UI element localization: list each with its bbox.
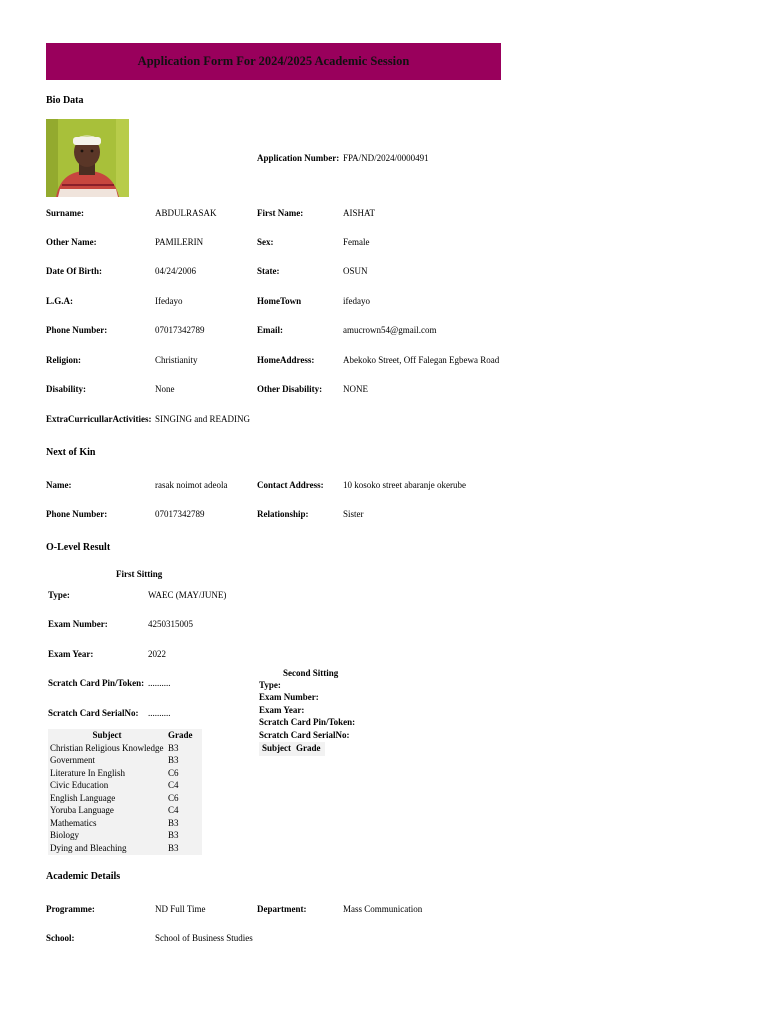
kin-phone-value: 07017342789 [155, 509, 205, 519]
first-type-label: Type: [48, 590, 70, 600]
lga-value: Ifedayo [155, 296, 183, 306]
religion-label: Religion: [46, 355, 81, 365]
application-number-value: FPA/ND/2024/0000491 [343, 153, 429, 163]
section-olevel-result: O-Level Result [46, 542, 111, 553]
form-title: Application Form For 2024/2025 Academic Session [137, 54, 410, 68]
kin-relationship-label: Relationship: [257, 509, 309, 519]
result-subject: Christian Religious Knowledge [50, 742, 164, 753]
result-grade: C6 [168, 792, 179, 803]
first-exam-number-label: Exam Number: [48, 619, 108, 629]
first-pin-label: Scratch Card Pin/Token: [48, 678, 145, 688]
section-academic-details: Academic Details [46, 871, 121, 882]
phone-label: Phone Number: [46, 325, 108, 335]
result-subject: Literature In English [50, 767, 125, 778]
programme-label: Programme: [46, 904, 95, 914]
applicant-portrait-image [46, 119, 129, 197]
state-label: State: [257, 266, 280, 276]
kin-contact-address-value: 10 kosoko street abaranje okerube [343, 480, 466, 490]
kin-phone-label: Phone Number: [46, 509, 108, 519]
first-exam-number-value: 4250315005 [148, 619, 193, 629]
result-grade: C4 [168, 805, 179, 816]
first-type-value: WAEC (MAY/JUNE) [148, 590, 227, 600]
other-name-label: Other Name: [46, 237, 97, 247]
programme-value: ND Full Time [155, 904, 206, 914]
second-pin-label: Scratch Card Pin/Token: [259, 717, 356, 727]
sex-label: Sex: [257, 237, 274, 247]
second-type-label: Type: [259, 680, 281, 690]
grade-column-header: Grade [168, 730, 193, 741]
second-sitting-title: Second Sitting [283, 668, 339, 678]
hometown-label: HomeTown [257, 296, 302, 306]
first-serial-value: .......... [148, 708, 171, 718]
result-grade: C6 [168, 767, 179, 778]
result-grade: B3 [168, 842, 179, 853]
first-results-table [48, 729, 200, 854]
result-row [48, 804, 200, 817]
result-row [48, 754, 200, 767]
kin-contact-address-label: Contact Address: [257, 480, 324, 490]
subject-column-header: Subject [92, 730, 122, 741]
result-row [48, 742, 200, 755]
result-grade: B3 [168, 817, 179, 828]
result-subject: Mathematics [50, 817, 97, 828]
first-results-header-row [48, 729, 200, 742]
result-subject: Biology [50, 830, 80, 841]
application-number-label: Application Number: [257, 153, 340, 163]
kin-name-label: Name: [46, 480, 72, 490]
religion-value: Christianity [155, 355, 198, 365]
first-serial-label: Scratch Card SerialNo: [48, 708, 139, 718]
applicant-photo [46, 119, 129, 197]
first-sitting-title: First Sitting [116, 569, 163, 579]
first-results-body [48, 742, 200, 855]
second-exam-year-label: Exam Year: [259, 705, 305, 715]
first-pin-value: .......... [148, 678, 171, 688]
department-label: Department: [257, 904, 307, 914]
disability-label: Disability: [46, 384, 87, 394]
form-title-banner [46, 43, 501, 80]
first-exam-year-value: 2022 [148, 649, 166, 659]
surname-label: Surname: [46, 208, 84, 218]
second-subject-column-header: Subject [262, 743, 291, 754]
extracurricular-label: ExtraCurricullarActivities: [46, 414, 152, 424]
other-name-value: PAMILERIN [155, 237, 204, 247]
second-results-table-box [259, 742, 325, 756]
first-results-table-box [48, 729, 202, 855]
phone-value: 07017342789 [155, 325, 205, 335]
hometown-value: ifedayo [343, 296, 370, 306]
result-row [48, 767, 200, 780]
result-grade: C4 [168, 780, 179, 791]
section-bio-data: Bio Data [46, 95, 84, 106]
lga-label: L.G.A: [46, 296, 73, 306]
result-subject: English Language [50, 792, 116, 803]
email-label: Email: [257, 325, 283, 335]
result-grade: B3 [168, 755, 179, 766]
first-name-value: AISHAT [343, 208, 376, 218]
result-subject: Dying and Bleaching [50, 842, 127, 853]
other-disability-label: Other Disability: [257, 384, 323, 394]
second-grade-column-header: Grade [296, 743, 321, 754]
disability-value: None [155, 384, 175, 394]
surname-value: ABDULRASAK [155, 208, 217, 218]
result-subject: Civic Education [50, 780, 109, 791]
result-row [48, 779, 200, 792]
result-grade: B3 [168, 742, 179, 753]
result-subject: Yoruba Language [50, 805, 114, 816]
second-exam-number-label: Exam Number: [259, 692, 319, 702]
email-value: amucrown54@gmail.com [343, 325, 437, 335]
dob-value: 04/24/2006 [155, 266, 197, 276]
result-row [48, 829, 200, 842]
result-subject: Government [50, 755, 95, 766]
home-address-label: HomeAddress: [257, 355, 315, 365]
kin-name-value: rasak noimot adeola [155, 480, 228, 490]
result-row [48, 817, 200, 830]
second-results-table [259, 742, 323, 755]
dob-label: Date Of Birth: [46, 266, 102, 276]
other-disability-value: NONE [343, 384, 368, 394]
second-serial-label: Scratch Card SerialNo: [259, 730, 350, 740]
kin-relationship-value: Sister [343, 509, 364, 519]
department-value: Mass Communication [343, 904, 423, 914]
sex-value: Female [343, 237, 370, 247]
result-row [48, 842, 200, 855]
state-value: OSUN [343, 266, 368, 276]
section-next-of-kin: Next of Kin [46, 447, 96, 458]
school-value: School of Business Studies [155, 933, 253, 943]
extracurricular-value: SINGING and READING [155, 414, 250, 424]
home-address-value: Abekoko Street, Off Falegan Egbewa Road [343, 355, 500, 365]
school-label: School: [46, 933, 75, 943]
second-results-header-row [259, 742, 323, 755]
first-name-label: First Name: [257, 208, 304, 218]
first-exam-year-label: Exam Year: [48, 649, 94, 659]
result-grade: B3 [168, 830, 179, 841]
result-row [48, 792, 200, 805]
